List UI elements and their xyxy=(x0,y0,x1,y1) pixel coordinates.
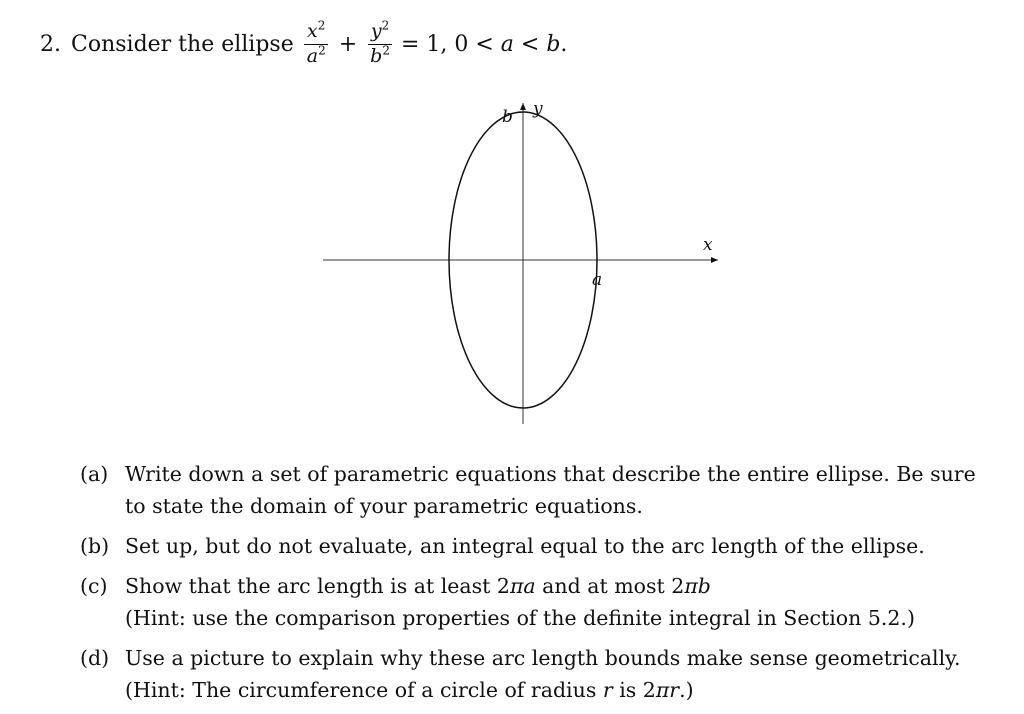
x-denominator: a xyxy=(306,44,319,67)
part-a xyxy=(80,458,1000,522)
part-a-label: (a) xyxy=(80,462,109,486)
part-d-hint-mid: is 2 xyxy=(612,678,656,702)
label-x: x xyxy=(703,235,713,255)
part-d-hint-pir: πr xyxy=(655,678,680,702)
part-c-pi-a: πa xyxy=(509,574,536,598)
condition-lt: < xyxy=(513,31,547,57)
x-numerator: x xyxy=(307,19,318,42)
part-d-hint-pre: (Hint: The circumference of a circle of radius xyxy=(125,678,603,702)
part-d-label: (d) xyxy=(80,646,110,670)
y-num-exponent: 2 xyxy=(381,18,390,33)
part-c-text-pre: Show that the arc length is at least 2 xyxy=(125,574,510,598)
plus-sign: + xyxy=(338,31,358,57)
part-c-pi-b: πb xyxy=(684,574,711,598)
part-a-text: Write down a set of parametric equations that describe the entire ellipse. Be sure to state the domain of your parametric equations. xyxy=(125,462,976,518)
part-c-label: (c) xyxy=(80,574,108,598)
y-den-exponent: 2 xyxy=(382,43,390,58)
part-b-text: Set up, but do not evaluate, an integral equal to the arc length of the ellipse. xyxy=(125,534,925,558)
x-num-exponent: 2 xyxy=(317,18,326,33)
problem-intro: Consider the ellipse xyxy=(71,31,294,57)
part-b xyxy=(80,530,1000,562)
label-y: y xyxy=(533,99,543,119)
problem-number: 2. xyxy=(40,31,61,57)
part-b-label: (b) xyxy=(80,534,110,558)
question-parts xyxy=(80,458,1000,714)
condition-a: a xyxy=(500,31,514,57)
y-numerator: y xyxy=(370,19,382,42)
part-d-text: Use a picture to explain why these arc length bounds make sense geometrically. xyxy=(125,646,961,670)
part-c-text-mid: and at most 2 xyxy=(535,574,685,598)
x-den-exponent: 2 xyxy=(318,43,326,58)
label-b: b xyxy=(502,107,513,127)
condition-period: . xyxy=(560,31,568,57)
part-d-hint-end: .) xyxy=(679,678,694,702)
equation-rhs: = 1, 0 < xyxy=(400,31,501,57)
y-denominator: b xyxy=(370,44,383,67)
part-d-hint-r: r xyxy=(602,678,613,702)
part-c-hint: (Hint: use the comparison properties of the definite integral in Section 5.2.) xyxy=(125,606,915,630)
part-d xyxy=(80,642,1000,706)
part-c xyxy=(80,570,1000,634)
label-a: a xyxy=(592,270,603,290)
part-d-hint xyxy=(125,674,1000,706)
condition-b: b xyxy=(546,31,561,57)
